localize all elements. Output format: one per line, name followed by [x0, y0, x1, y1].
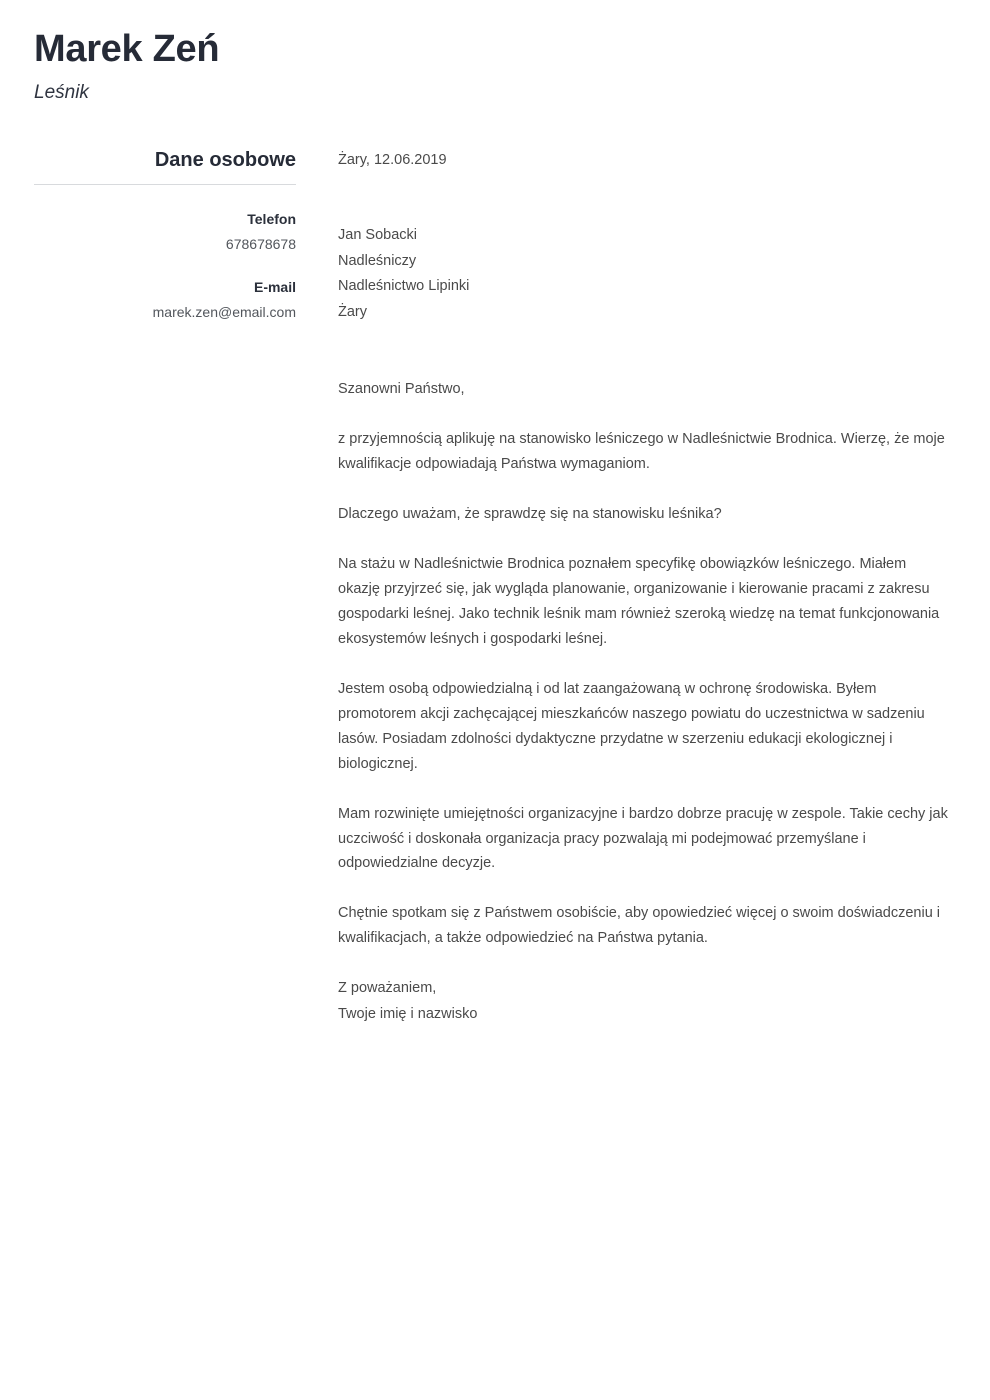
letter-signature-name: Twoje imię i nazwisko	[338, 1005, 478, 1022]
letter-header	[34, 28, 634, 104]
candidate-name: Marek Zeń	[34, 28, 220, 70]
recipient-line-position: Nadleśniczy	[338, 252, 417, 269]
sidebar-section-heading: Dane osobowe	[154, 149, 296, 171]
contact-item-email	[34, 277, 296, 323]
contact-item-phone	[34, 209, 296, 255]
letter-paragraph-5: Mam rozwinięte umiejętności organizacyjne i bardzo dobrze pracuję w zespole. Takie cechy jak uczciwość i doskonała organizacja pracy pozwalają mi podejmować przemyślane i odpowiedzialne decyzje.	[338, 805, 948, 872]
letter-salutation: Szanowni Państwo,	[338, 380, 465, 397]
candidate-job-title: Leśnik	[34, 81, 89, 103]
letter-paragraph-3: Na stażu w Nadleśnictwie Brodnica poznałem specyfikę obowiązków leśniczego. Miałem okazję przyjrzeć się, jak wygląda planowanie, organizowanie i kierowanie pracami z zakresu gospodarki leśnej. Jako technik leśnik mam również szeroką wiedzę na temat funkcjonowania ekosystemów leśnych i gospodarki leśnej.	[338, 556, 940, 647]
letter-paragraph-6: Chętnie spotkam się z Państwem osobiście, aby opowiedzieć więcej o swoim doświadczeniu i kwalifikacjach, a także odpowiedzieć na Państwa pytania.	[338, 905, 941, 947]
letter-closing-salutation: Z poważaniem,	[338, 980, 437, 997]
letter-paragraph-4: Jestem osobą odpowiedzialną i od lat zaangażowaną w ochronę środowiska. Byłem promotorem akcji zachęcającej mieszkańców naszego powiatu do uczestnictwa w sadzeniu lasów. Posiadam zdolności dydaktyczne przydatne w szerzeniu edukacji ekologicznej i biologicznej.	[338, 680, 925, 772]
letter-closing-block	[338, 976, 952, 1027]
recipient-address-block	[338, 223, 952, 325]
letter-content	[338, 148, 952, 1027]
recipient-line-name: Jan Sobacki	[338, 227, 417, 244]
personal-details-sidebar	[34, 148, 296, 346]
recipient-line-organization: Nadleśnictwo Lipinki	[338, 278, 470, 295]
letter-date-line: Żary, 12.06.2019	[338, 152, 447, 168]
contact-value-email: marek.zen@email.com	[152, 304, 296, 321]
recipient-line-city: Żary	[338, 303, 367, 320]
contact-label-email: E-mail	[253, 279, 296, 296]
sidebar-divider	[34, 184, 296, 185]
contact-label-phone: Telefon	[247, 211, 296, 227]
contact-value-phone: 678678678	[225, 236, 296, 252]
letter-paragraph-2: Dlaczego uważam, że sprawdzę się na stanowisku leśnika?	[338, 506, 722, 523]
letter-paragraph-1: z przyjemnością aplikuję na stanowisko leśniczego w Nadleśnictwie Brodnica. Wierzę, że moje kwalifikacje odpowiadają Państwa wymaganiom.	[338, 431, 945, 473]
